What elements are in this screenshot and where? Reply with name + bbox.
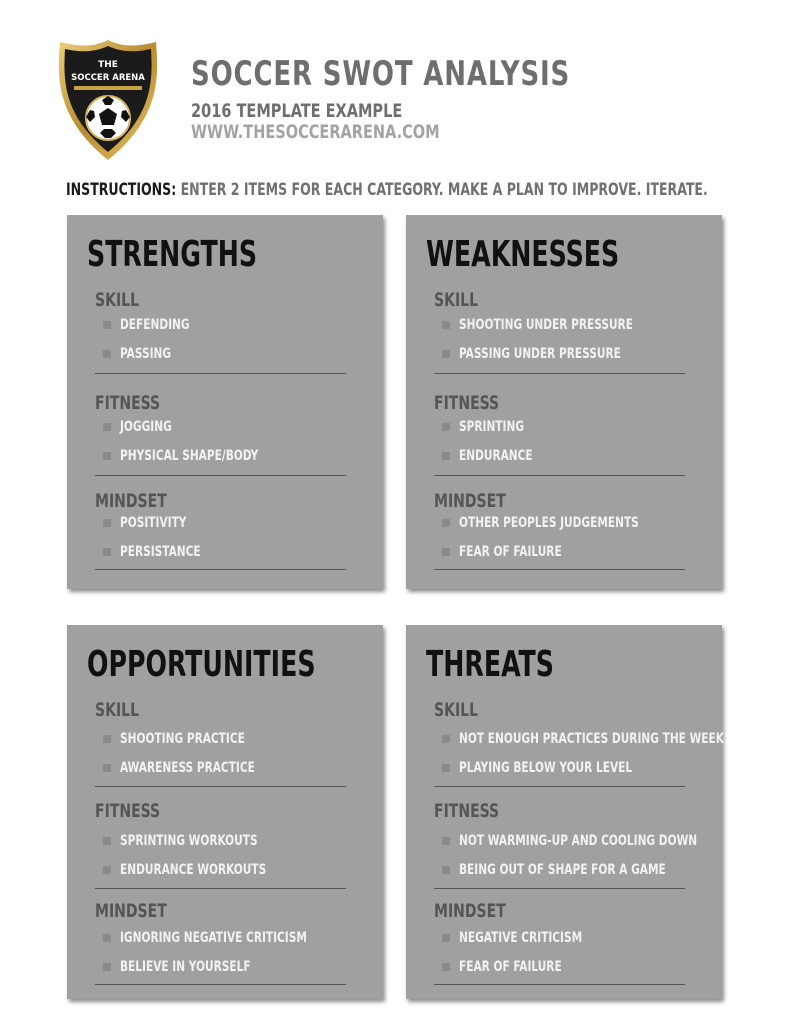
square-bullet-icon <box>103 866 111 874</box>
section-divider <box>434 569 685 570</box>
square-bullet-icon <box>442 519 450 527</box>
card-title: STRENGTHS <box>87 234 258 275</box>
section-label: MINDSET <box>95 490 167 512</box>
section-divider <box>434 984 685 985</box>
logo-text-the: THE <box>98 60 118 70</box>
instructions-text: ENTER 2 ITEMS FOR EACH CATEGORY. MAKE A PLAN TO IMPROVE. ITERATE. <box>176 180 708 200</box>
website-url: WWW.THESOCCERARENA.COM <box>191 121 440 143</box>
soccer-ball-icon <box>86 96 130 140</box>
square-bullet-icon <box>103 837 111 845</box>
square-bullet-icon <box>442 837 450 845</box>
square-bullet-icon <box>103 350 111 358</box>
square-bullet-icon <box>103 548 111 556</box>
square-bullet-icon <box>442 452 450 460</box>
square-bullet-icon <box>103 963 111 971</box>
section-divider <box>434 786 685 787</box>
section-label: MINDSET <box>434 900 506 922</box>
card-title: THREATS <box>426 644 554 685</box>
section-label: SKILL <box>434 699 479 721</box>
section-divider <box>434 888 685 889</box>
square-bullet-icon <box>103 764 111 772</box>
section-label: FITNESS <box>95 392 161 414</box>
logo-text-soccer-arena: SOCCER ARENA <box>71 73 145 83</box>
square-bullet-icon <box>103 423 111 431</box>
square-bullet-icon <box>103 321 111 329</box>
instructions-lead: INSTRUCTIONS: <box>66 180 177 200</box>
opportunities-card: OPPORTUNITIES SKILL SHOOTING PRACTICE AWARENESS PRACTICE FITNESS SPRINTING WORKOUTS ENDURANCE WORKOUTS MINDSET IGNORING NEGATIVE CRITICISM BELIEVE IN YOURSELF <box>67 625 383 999</box>
section-divider <box>434 373 685 374</box>
square-bullet-icon <box>442 934 450 942</box>
card-title: WEAKNESSES <box>426 234 620 275</box>
section-label: SKILL <box>95 289 140 311</box>
card-title: OPPORTUNITIES <box>87 644 316 685</box>
square-bullet-icon <box>442 321 450 329</box>
square-bullet-icon <box>442 548 450 556</box>
section-label: FITNESS <box>434 392 500 414</box>
logo-gold-band <box>74 86 142 90</box>
section-divider <box>434 475 685 476</box>
square-bullet-icon <box>442 350 450 358</box>
page-subtitle: 2016 TEMPLATE EXAMPLE <box>191 100 403 122</box>
square-bullet-icon <box>442 423 450 431</box>
section-label: FITNESS <box>434 800 500 822</box>
strengths-card: STRENGTHS SKILL DEFENDING PASSING FITNESS JOGGING PHYSICAL SHAPE/BODY MINDSET POSITIVITY PERSISTANCE <box>67 215 383 589</box>
section-divider <box>95 569 346 570</box>
section-label: MINDSET <box>434 490 506 512</box>
square-bullet-icon <box>442 866 450 874</box>
page-title: SOCCER SWOT ANALYSIS <box>191 54 571 94</box>
square-bullet-icon <box>442 963 450 971</box>
square-bullet-icon <box>103 519 111 527</box>
square-bullet-icon <box>103 934 111 942</box>
square-bullet-icon <box>442 735 450 743</box>
section-divider <box>95 984 346 985</box>
section-divider <box>95 786 346 787</box>
section-label: MINDSET <box>95 900 167 922</box>
section-divider <box>95 373 346 374</box>
square-bullet-icon <box>103 735 111 743</box>
section-label: SKILL <box>95 699 140 721</box>
section-divider <box>95 475 346 476</box>
section-divider <box>95 888 346 889</box>
section-label: SKILL <box>434 289 479 311</box>
square-bullet-icon <box>442 764 450 772</box>
weaknesses-card: WEAKNESSES SKILL SHOOTING UNDER PRESSURE PASSING UNDER PRESSURE FITNESS SPRINTING ENDURANCE MINDSET OTHER PEOPLES JUDGEMENTS FEAR OF FAILURE <box>406 215 722 589</box>
the-soccer-arena-logo <box>56 38 160 162</box>
threats-card: THREATS SKILL NOT ENOUGH PRACTICES DURING THE WEEK PLAYING BELOW YOUR LEVEL FITNESS NOT WARMING-UP AND COOLING DOWN BEING OUT OF SHAPE FOR A GAME MINDSET NEGATIVE CRITICISM FEAR OF FAILURE <box>406 625 722 999</box>
instructions-line <box>66 179 708 201</box>
square-bullet-icon <box>103 452 111 460</box>
section-label: FITNESS <box>95 800 161 822</box>
